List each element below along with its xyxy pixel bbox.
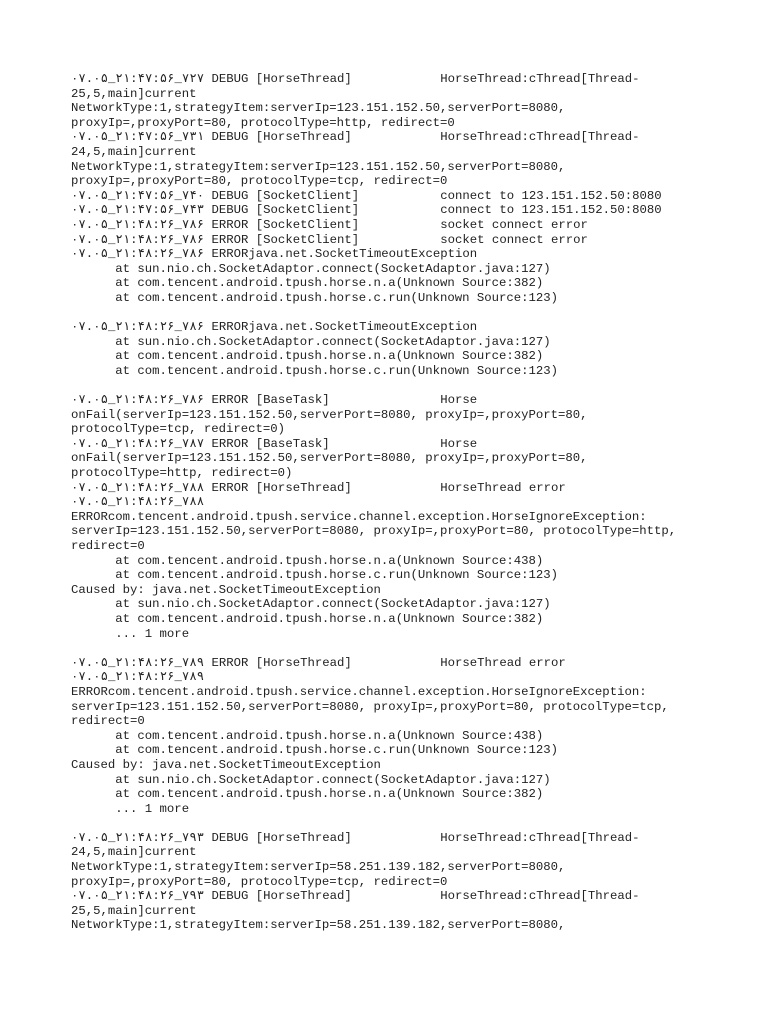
log-line: proxyIp=,proxyPort=80, protocolType=tcp, redirect=0	[71, 174, 448, 189]
blank-line	[71, 306, 751, 321]
log-line: Caused by: java.net.SocketTimeoutException	[71, 582, 381, 597]
log-line: ۰۷.۰۵_۲۱:۴۸:۲۶_۷۸۸	[71, 495, 205, 510]
log-line: at sun.nio.ch.SocketAdaptor.connect(SocketAdaptor.java:127)	[71, 597, 551, 612]
log-line: serverIp=123.151.152.50,serverPort=8080, proxyIp=,proxyPort=80, protocolType=tcp,	[71, 699, 669, 714]
log-line: at com.tencent.android.tpush.horse.n.a(Unknown Source:382)	[71, 276, 544, 291]
log-text	[71, 72, 751, 933]
log-line: ۰۷.۰۵_۲۱:۴۷:۵۶_۷۳۱ DEBUG [HorseThread] HorseThread:cThread[Thread-	[71, 130, 640, 145]
log-line: ... 1 more	[71, 626, 190, 641]
log-line: ۰۷.۰۵_۲۱:۴۸:۲۶_۷۸۶ ERROR [BaseTask] Horse	[71, 393, 478, 408]
log-line: ۰۷.۰۵_۲۱:۴۷:۵۶_۷۲۷ DEBUG [HorseThread] HorseThread:cThread[Thread-	[71, 72, 640, 86]
log-line: 24,5,main]current	[71, 144, 197, 159]
log-line: ۰۷.۰۵_۲۱:۴۸:۲۶_۷۸۶ ERRORjava.net.SocketTimeoutException	[71, 320, 478, 335]
log-line: NetworkType:1,strategyItem:serverIp=123.151.152.50,serverPort=8080,	[71, 159, 566, 174]
blank-line	[71, 816, 751, 831]
log-line: redirect=0	[71, 714, 145, 729]
log-line: at sun.nio.ch.SocketAdaptor.connect(SocketAdaptor.java:127)	[71, 334, 551, 349]
log-line: at com.tencent.android.tpush.horse.n.a(Unknown Source:382)	[71, 611, 544, 626]
log-line: ERRORcom.tencent.android.tpush.service.channel.exception.HorseIgnoreException:	[71, 509, 647, 524]
log-line: onFail(serverIp=123.151.152.50,serverPort=8080, proxyIp=,proxyPort=80,	[71, 451, 588, 466]
log-line: protocolType=http, redirect=0)	[71, 466, 293, 481]
log-line: 25,5,main]current	[71, 903, 197, 918]
log-line: protocolType=tcp, redirect=0)	[71, 422, 286, 437]
log-line: at com.tencent.android.tpush.horse.c.run(Unknown Source:123)	[71, 568, 559, 583]
log-line: at com.tencent.android.tpush.horse.c.run(Unknown Source:123)	[71, 290, 559, 305]
log-line: ۰۷.۰۵_۲۱:۴۷:۵۶_۷۴۳ DEBUG [SocketClient] connect to 123.151.152.50:8080	[71, 203, 662, 218]
log-line: ۰۷.۰۵_۲۱:۴۸:۲۶_۷۹۳ DEBUG [HorseThread] HorseThread:cThread[Thread-	[71, 889, 640, 904]
blank-line	[71, 641, 751, 656]
log-line: ۰۷.۰۵_۲۱:۴۸:۲۶_۷۸۹	[71, 670, 205, 685]
log-line: at com.tencent.android.tpush.horse.n.a(Unknown Source:438)	[71, 553, 544, 568]
log-line: ۰۷.۰۵_۲۱:۴۸:۲۶_۷۸۶ ERROR [SocketClient] socket connect error	[71, 217, 588, 232]
log-line: ERRORcom.tencent.android.tpush.service.channel.exception.HorseIgnoreException:	[71, 684, 647, 699]
log-line: proxyIp=,proxyPort=80, protocolType=http, redirect=0	[71, 115, 455, 130]
log-line: NetworkType:1,strategyItem:serverIp=58.251.139.182,serverPort=8080,	[71, 860, 566, 875]
log-line: ۰۷.۰۵_۲۱:۴۸:۲۶_۷۸۸ ERROR [HorseThread] HorseThread error	[71, 480, 566, 495]
log-line: ... 1 more	[71, 801, 190, 816]
log-line: at sun.nio.ch.SocketAdaptor.connect(SocketAdaptor.java:127)	[71, 261, 551, 276]
log-line: at com.tencent.android.tpush.horse.c.run(Unknown Source:123)	[71, 363, 559, 378]
log-line: at com.tencent.android.tpush.horse.c.run(Unknown Source:123)	[71, 743, 559, 758]
log-line: at sun.nio.ch.SocketAdaptor.connect(SocketAdaptor.java:127)	[71, 772, 551, 787]
log-line: ۰۷.۰۵_۲۱:۴۸:۲۶_۷۸۷ ERROR [BaseTask] Horse	[71, 436, 478, 451]
log-line: onFail(serverIp=123.151.152.50,serverPort=8080, proxyIp=,proxyPort=80,	[71, 407, 588, 422]
log-line: ۰۷.۰۵_۲۱:۴۷:۵۶_۷۴۰ DEBUG [SocketClient] connect to 123.151.152.50:8080	[71, 188, 662, 203]
log-line: ۰۷.۰۵_۲۱:۴۸:۲۶_۷۸۶ ERRORjava.net.SocketTimeoutException	[71, 247, 478, 262]
log-line: ۰۷.۰۵_۲۱:۴۸:۲۶_۷۹۳ DEBUG [HorseThread] HorseThread:cThread[Thread-	[71, 830, 640, 845]
log-line: redirect=0	[71, 539, 145, 553]
log-line: at com.tencent.android.tpush.horse.n.a(Unknown Source:382)	[71, 349, 544, 364]
log-line: NetworkType:1,strategyItem:serverIp=123.151.152.50,serverPort=8080,	[71, 101, 566, 116]
log-line: 24,5,main]current	[71, 845, 197, 860]
log-line: 25,5,main]current	[71, 86, 197, 101]
log-line: Caused by: java.net.SocketTimeoutException	[71, 757, 381, 772]
blank-line	[71, 378, 751, 393]
log-line: proxyIp=,proxyPort=80, protocolType=tcp, redirect=0	[71, 874, 448, 889]
log-line: serverIp=123.151.152.50,serverPort=8080, proxyIp=,proxyPort=80, protocolType=http,	[71, 524, 677, 539]
log-line: ۰۷.۰۵_۲۱:۴۸:۲۶_۷۸۹ ERROR [HorseThread] HorseThread error	[71, 655, 566, 670]
log-line: at com.tencent.android.tpush.horse.n.a(Unknown Source:438)	[71, 728, 544, 743]
log-line: NetworkType:1,strategyItem:serverIp=58.251.139.182,serverPort=8080,	[71, 918, 566, 933]
log-line: ۰۷.۰۵_۲۱:۴۸:۲۶_۷۸۶ ERROR [SocketClient] socket connect error	[71, 232, 588, 247]
log-line: at com.tencent.android.tpush.horse.n.a(Unknown Source:382)	[71, 787, 544, 802]
